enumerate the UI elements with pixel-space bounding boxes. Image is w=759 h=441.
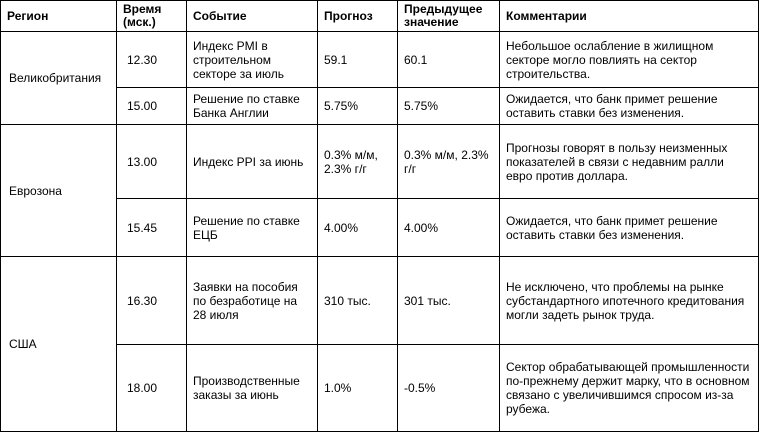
comment-cell: Ожидается, что банк примет решение оставить ставки без изменения. [500,199,759,257]
header-time: Время (мск.) [117,1,187,32]
forecast-cell: 310 тыс. [318,257,398,345]
header-region: Регион [1,1,117,32]
header-event: Событие [187,1,318,32]
region-cell-eurozone: Еврозона [1,125,117,257]
event-cell: Решение по ставке Банка Англии [187,88,318,125]
event-cell: Решение по ставке ЕЦБ [187,199,318,257]
time-cell: 18.00 [117,345,187,432]
table-row [1,257,759,345]
comment-cell: Небольшое ослабление в жилищном секторе могло повлиять на сектор строительства. [500,32,759,88]
event-cell: Заявки на пособия по безработице на 28 июля [187,257,318,345]
previous-cell: 0.3% м/м, 2.3% г/г [398,125,500,199]
forecast-cell: 0.3% м/м, 2.3% г/г [318,125,398,199]
event-cell: Производственные заказы за июнь [187,345,318,432]
table-row [1,125,759,199]
time-cell: 15.00 [117,88,187,125]
header-forecast: Прогноз [318,1,398,32]
region-cell-uk: Великобритания [1,32,117,125]
header-comments: Комментарии [500,1,759,32]
comment-cell: Прогнозы говорят в пользу неизменных показателей в связи с недавним ралли евро против доллара. [500,125,759,199]
comment-cell: Ожидается, что банк примет решение оставить ставки без изменения. [500,88,759,125]
comment-cell: Не исключено, что проблемы на рынке субстандартного ипотечного кредитования могли задеть рынок труда. [500,257,759,345]
previous-cell: 5.75% [398,88,500,125]
header-row [1,1,759,32]
previous-cell: 60.1 [398,32,500,88]
table-row [1,32,759,88]
previous-cell: 4.00% [398,199,500,257]
event-cell: Индекс PMI в строительном секторе за июль [187,32,318,88]
time-cell: 13.00 [117,125,187,199]
time-cell: 15.45 [117,199,187,257]
event-cell: Индекс PPI за июнь [187,125,318,199]
forecast-cell: 1.0% [318,345,398,432]
previous-cell: -0.5% [398,345,500,432]
time-cell: 16.30 [117,257,187,345]
time-cell: 12.30 [117,32,187,88]
forecast-cell: 4.00% [318,199,398,257]
comment-cell: Сектор обрабатывающей промышленности по-прежнему держит марку, что в основном связано с увеличившимся спросом из-за рубежа. [500,345,759,432]
previous-cell: 301 тыс. [398,257,500,345]
header-previous: Предыдущее значение [398,1,500,32]
forecast-cell: 5.75% [318,88,398,125]
forecast-cell: 59.1 [318,32,398,88]
region-cell-usa: США [1,257,117,432]
